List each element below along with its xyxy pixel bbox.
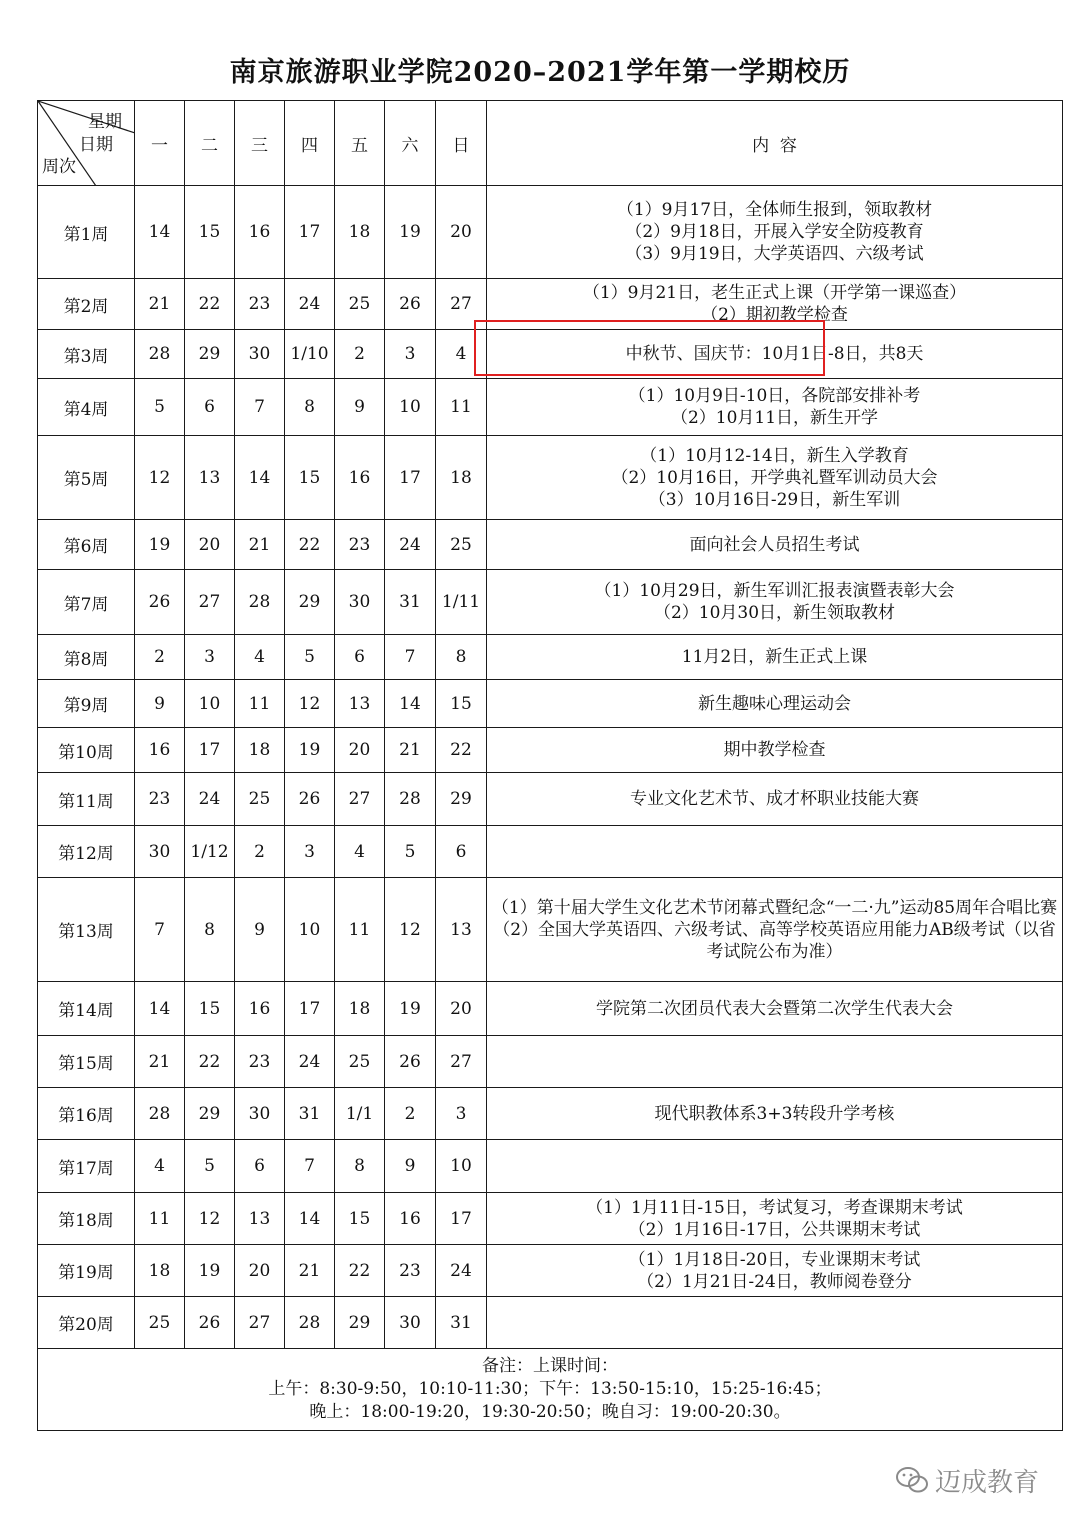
date-cell: 27 [436,1036,487,1088]
date-cell: 6 [436,826,487,878]
date-cell: 11 [436,379,487,436]
date-cell: 4 [335,826,385,878]
date-cell: 26 [385,1036,436,1088]
date-cell: 9 [135,680,185,728]
date-cell: 15 [185,982,235,1036]
week-number-cell: 第11周 [38,773,135,826]
date-cell: 6 [235,1140,285,1193]
table-row [38,1297,1063,1349]
date-cell: 20 [436,982,487,1036]
date-cell: 8 [436,635,487,680]
date-cell: 22 [285,520,335,570]
table-row [38,279,1063,330]
week-number-cell: 第20周 [38,1297,135,1349]
content-line: （2）1月16日-17日，公共课期末考试 [628,1219,921,1240]
week-number-cell: 第8周 [38,635,135,680]
date-cell: 19 [385,982,436,1036]
date-cell: 28 [135,330,185,379]
date-cell: 27 [235,1297,285,1349]
date-cell: 10 [385,379,436,436]
date-cell: 10 [185,680,235,728]
date-cell: 9 [385,1140,436,1193]
date-cell: 13 [185,436,235,520]
date-cell: 15 [335,1193,385,1245]
date-cell: 24 [436,1245,487,1297]
week-number-cell: 第1周 [38,186,135,279]
page-title: 南京旅游职业学院2020–2021学年第一学期校历 [229,57,851,88]
diagonal-header-cell [38,101,135,186]
date-cell: 15 [285,436,335,520]
table-row [38,680,1063,728]
date-cell: 22 [436,728,487,773]
header-day-mon: 一 [135,101,185,186]
week-number-cell: 第9周 [38,680,135,728]
date-cell: 14 [285,1193,335,1245]
date-cell: 19 [135,520,185,570]
table-row [38,1193,1063,1245]
date-cell: 7 [385,635,436,680]
date-cell: 1/12 [185,826,235,878]
date-cell: 17 [436,1193,487,1245]
date-cell: 18 [235,728,285,773]
date-cell: 19 [185,1245,235,1297]
date-cell: 23 [335,520,385,570]
date-cell: 12 [285,680,335,728]
content-line: （2）全国大学英语四、六级考试、高等学校英语应用能力AB级考试（以省考试院公布为准） [493,919,1056,962]
week-number-cell: 第6周 [38,520,135,570]
content-cell [487,1088,1063,1140]
date-cell: 11 [235,680,285,728]
table-row [38,982,1063,1036]
content-cell [487,773,1063,826]
header-day-wed: 三 [235,101,285,186]
content-line: （1）9月21日，老生正式上课（开学第一课巡查） [582,283,967,303]
week-number-cell: 第4周 [38,379,135,436]
date-cell: 12 [135,436,185,520]
date-cell: 11 [335,878,385,982]
content-line: （1）第十届大学生文化艺术节闭幕式暨纪念“一二·九”运动85周年合唱比赛 [491,897,1058,918]
date-cell: 12 [185,1193,235,1245]
content-cell [487,1245,1063,1297]
date-cell: 29 [335,1297,385,1349]
content-cell [487,680,1063,728]
date-cell: 8 [285,379,335,436]
content-line: 学院第二次团员代表大会暨第二次学生代表大会 [596,998,953,1019]
date-cell: 8 [185,878,235,982]
date-cell: 5 [135,379,185,436]
date-cell: 9 [235,878,285,982]
content-line: 专业文化艺术节、成才杯职业技能大赛 [630,789,919,809]
content-line: 新生趣味心理运动会 [698,693,851,714]
date-cell: 16 [385,1193,436,1245]
date-cell: 28 [385,773,436,826]
date-cell: 4 [235,635,285,680]
date-cell: 29 [185,1088,235,1140]
date-cell: 3 [185,635,235,680]
header-day-fri: 五 [335,101,385,186]
content-line: （2）10月16日，开学典礼暨军训动员大会 [611,467,938,488]
week-number-cell: 第17周 [38,1140,135,1193]
content-cell [487,728,1063,773]
header-week-number-label: 周次 [42,157,76,177]
date-cell: 13 [436,878,487,982]
table-row [38,436,1063,520]
date-cell: 10 [285,878,335,982]
content-line: （3）10月16日-29日，新生军训 [648,489,901,510]
date-cell: 29 [185,330,235,379]
date-cell: 30 [385,1297,436,1349]
content-cell [487,878,1063,982]
date-cell: 1/10 [285,330,335,379]
date-cell: 4 [135,1140,185,1193]
content-cell [487,1140,1063,1193]
date-cell: 19 [285,728,335,773]
date-cell: 25 [436,520,487,570]
date-cell: 24 [185,773,235,826]
week-number-cell: 第16周 [38,1088,135,1140]
date-cell: 15 [436,680,487,728]
date-cell: 30 [235,1088,285,1140]
content-line: （2）10月30日，新生领取教材 [653,603,896,623]
wechat-watermark [895,1460,1055,1500]
table-row [38,330,1063,379]
date-cell: 31 [285,1088,335,1140]
content-cell [487,1193,1063,1245]
date-cell: 16 [235,186,285,279]
date-cell: 26 [285,773,335,826]
date-cell: 17 [385,436,436,520]
header-day-sun: 日 [436,101,487,186]
date-cell: 21 [385,728,436,773]
date-cell: 24 [285,279,335,330]
content-cell [487,570,1063,635]
content-cell [487,330,1063,379]
date-cell: 19 [385,186,436,279]
date-cell: 30 [235,330,285,379]
date-cell: 14 [235,436,285,520]
date-cell: 26 [135,570,185,635]
content-line: （2）9月18日，开展入学安全防疫教育 [625,222,924,242]
date-cell: 11 [135,1193,185,1245]
date-cell: 5 [185,1140,235,1193]
content-line: （2）10月11日，新生开学 [670,408,879,428]
header-day-thu: 四 [285,101,335,186]
date-cell: 27 [436,279,487,330]
date-cell: 14 [385,680,436,728]
table-row [38,186,1063,279]
date-cell: 25 [335,1036,385,1088]
content-line: 期中教学检查 [723,740,826,760]
date-cell: 27 [185,570,235,635]
header-date-label: 日期 [79,135,113,155]
content-cell [487,982,1063,1036]
date-cell: 25 [135,1297,185,1349]
header-content: 内 容 [487,101,1063,186]
date-cell: 12 [385,878,436,982]
content-line: （1）1月18日-20日，专业课期末考试 [628,1249,921,1270]
date-cell: 3 [285,826,335,878]
content-line: 面向社会人员招生考试 [689,534,860,555]
content-line: 现代职教体系3+3转段升学考核 [654,1103,895,1124]
date-cell: 24 [385,520,436,570]
date-cell: 6 [335,635,385,680]
table-row [38,570,1063,635]
date-cell: 5 [385,826,436,878]
date-cell: 23 [235,1036,285,1088]
date-cell: 18 [335,186,385,279]
date-cell: 23 [385,1245,436,1297]
content-line: （1）9月17日，全体师生报到，领取教材 [616,200,933,220]
table-row [38,773,1063,826]
date-cell: 14 [135,982,185,1036]
date-cell: 1/11 [436,570,487,635]
content-line: 11月2日，新生正式上课 [681,647,868,667]
date-cell: 16 [135,728,185,773]
table-row [38,379,1063,436]
date-cell: 16 [335,436,385,520]
week-number-cell: 第5周 [38,436,135,520]
week-number-cell: 第10周 [38,728,135,773]
date-cell: 21 [135,1036,185,1088]
date-cell: 29 [285,570,335,635]
date-cell: 22 [185,1036,235,1088]
table-row [38,635,1063,680]
date-cell: 18 [436,436,487,520]
date-cell: 18 [335,982,385,1036]
date-cell: 2 [385,1088,436,1140]
date-cell: 26 [185,1297,235,1349]
content-cell [487,826,1063,878]
content-line: （1）10月9日-10日，各院部安排补考 [628,386,921,406]
date-cell: 7 [135,878,185,982]
content-cell [487,1297,1063,1349]
content-cell [487,436,1063,520]
date-cell: 23 [235,279,285,330]
date-cell: 1/1 [335,1088,385,1140]
date-cell: 18 [135,1245,185,1297]
date-cell: 9 [335,379,385,436]
table-row [38,1088,1063,1140]
week-number-cell: 第13周 [38,878,135,982]
date-cell: 25 [335,279,385,330]
notes-line: 晚上：18:00-19:20，19:30-20:50；晚自习：19:00-20:30。 [309,1402,791,1422]
table-row [38,826,1063,878]
date-cell: 31 [385,570,436,635]
week-number-cell: 第19周 [38,1245,135,1297]
date-cell: 7 [285,1140,335,1193]
content-line: （2）1月21日-24日，教师阅卷登分 [637,1271,912,1292]
date-cell: 22 [335,1245,385,1297]
table-row [38,728,1063,773]
date-cell: 21 [235,520,285,570]
date-cell: 2 [235,826,285,878]
content-cell [487,520,1063,570]
date-cell: 8 [335,1140,385,1193]
date-cell: 17 [285,982,335,1036]
date-cell: 15 [185,186,235,279]
content-cell [487,635,1063,680]
date-cell: 20 [335,728,385,773]
content-line: （1）1月11日-15日，考试复习，考查课期末考试 [586,1197,963,1218]
date-cell: 21 [285,1245,335,1297]
date-cell: 31 [436,1297,487,1349]
date-cell: 25 [235,773,285,826]
notes-cell [38,1349,1063,1431]
notes-line: 备注：上课时间： [482,1356,618,1376]
date-cell: 24 [285,1036,335,1088]
table-row [38,1140,1063,1193]
date-cell: 6 [185,379,235,436]
content-line: （3）9月19日，大学英语四、六级考试 [625,244,924,264]
content-line: （1）10月29日，新生军训汇报表演暨表彰大会 [594,581,955,601]
content-cell [487,186,1063,279]
notes-line: 上午：8:30-9:50，10:10-11:30；下午：13:50-15:10，15:25-16:45； [268,1379,832,1399]
date-cell: 3 [436,1088,487,1140]
header-row [38,101,1063,186]
date-cell: 21 [135,279,185,330]
calendar-table [37,100,1063,1431]
date-cell: 13 [335,680,385,728]
watermark-text: 迈成教育 [935,1467,1040,1498]
wechat-icon [895,1465,929,1495]
date-cell: 5 [285,635,335,680]
content-line: 中秋节、国庆节：10月1日-8日，共8天 [625,344,924,364]
table-row [38,520,1063,570]
content-cell [487,279,1063,330]
date-cell: 13 [235,1193,285,1245]
week-number-cell: 第18周 [38,1193,135,1245]
date-cell: 26 [385,279,436,330]
date-cell: 28 [285,1297,335,1349]
date-cell: 28 [235,570,285,635]
notes-row [38,1349,1063,1431]
date-cell: 2 [335,330,385,379]
week-number-cell: 第2周 [38,279,135,330]
date-cell: 16 [235,982,285,1036]
date-cell: 10 [436,1140,487,1193]
table-row [38,878,1063,982]
date-cell: 17 [185,728,235,773]
week-number-cell: 第14周 [38,982,135,1036]
date-cell: 22 [185,279,235,330]
date-cell: 28 [135,1088,185,1140]
header-day-tue: 二 [185,101,235,186]
date-cell: 30 [135,826,185,878]
content-cell [487,1036,1063,1088]
content-cell [487,379,1063,436]
date-cell: 20 [235,1245,285,1297]
date-cell: 27 [335,773,385,826]
table-row [38,1036,1063,1088]
date-cell: 3 [385,330,436,379]
date-cell: 2 [135,635,185,680]
content-line: （2）期初教学检查 [701,305,848,325]
date-cell: 20 [436,186,487,279]
date-cell: 4 [436,330,487,379]
week-number-cell: 第15周 [38,1036,135,1088]
date-cell: 23 [135,773,185,826]
date-cell: 17 [285,186,335,279]
date-cell: 20 [185,520,235,570]
date-cell: 14 [135,186,185,279]
week-number-cell: 第12周 [38,826,135,878]
week-number-cell: 第7周 [38,570,135,635]
date-cell: 29 [436,773,487,826]
header-day-sat: 六 [385,101,436,186]
table-row [38,1245,1063,1297]
week-number-cell: 第3周 [38,330,135,379]
date-cell: 30 [335,570,385,635]
date-cell: 7 [235,379,285,436]
header-weekday-label: 星期 [88,112,122,132]
content-line: （1）10月12-14日，新生入学教育 [640,445,909,466]
